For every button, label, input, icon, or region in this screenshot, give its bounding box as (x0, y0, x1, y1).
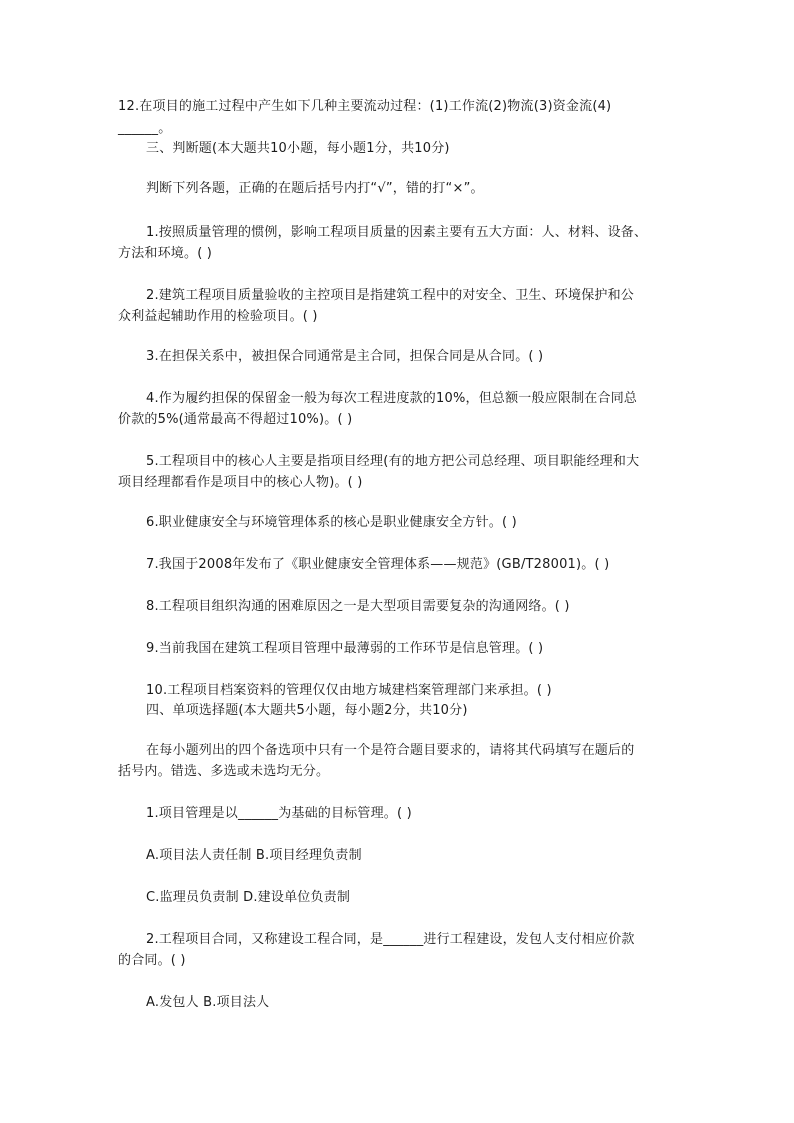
tf-question-4: 4.作为履约担保的保留金一般为每次工程进度款的10%，但总额一般应限制在合同总 (146, 391, 638, 406)
tf-question-10: 10.工程项目档案资料的管理仅仅由地方城建档案管理部门来承担。( ) (146, 683, 552, 698)
section-4-instruction-cont: 括号内。错选、多选或未选均无分。 (118, 764, 330, 779)
section-4-instruction: 在每小题列出的四个备选项中只有一个是符合题目要求的，请将其代码填写在题后的 (146, 743, 635, 758)
mc-question-1-options-cd: C.监理员负责制 D.建设单位负责制 (146, 890, 351, 905)
section-3-heading: 三、判断题(本大题共10小题，每小题1分，共10分) (146, 141, 450, 156)
mc-question-2-cont: 的合同。( ) (118, 953, 186, 968)
mc-question-2: 2.工程项目合同，又称建设工程合同，是______进行工程建设，发包人支付相应价款 (146, 932, 635, 947)
tf-question-8: 8.工程项目组织沟通的困难原因之一是大型项目需要复杂的沟通网络。( ) (146, 599, 570, 614)
tf-question-1: 1.按照质量管理的惯例，影响工程项目质量的因素主要有五大方面：人、材料、设备、 (146, 225, 648, 240)
section-4-heading: 四、单项选择题(本大题共5小题，每小题2分，共10分) (146, 703, 468, 718)
q12-blank: ______。 (118, 121, 172, 136)
tf-question-4-cont: 价款的5%(通常最高不得超过10%)。( ) (118, 412, 353, 427)
tf-question-2-cont: 众利益起辅助作用的检验项目。( ) (118, 309, 318, 324)
tf-question-5-cont: 项目经理都看作是项目中的核心人物)。( ) (118, 475, 363, 490)
tf-question-7: 7.我国于2008年发布了《职业健康安全管理体系——规范》(GB/T28001)。( ) (146, 557, 610, 572)
mc-question-1: 1.项目管理是以______为基础的目标管理。( ) (146, 806, 412, 821)
mc-question-1-options-ab: A.项目法人责任制 B.项目经理负责制 (146, 848, 362, 863)
q12-text: 12.在项目的施工过程中产生如下几种主要流动过程：(1)工作流(2)物流(3)资金流(4) (118, 99, 612, 114)
section-3-instruction: 判断下列各题，正确的在题后括号内打“√”，错的打“×”。 (146, 181, 484, 196)
tf-question-9: 9.当前我国在建筑工程项目管理中最薄弱的工作环节是信息管理。( ) (146, 641, 544, 656)
tf-question-1-cont: 方法和环境。( ) (118, 246, 213, 261)
mc-question-2-options-ab: A.发包人 B.项目法人 (146, 995, 270, 1010)
tf-question-3: 3.在担保关系中，被担保合同通常是主合同，担保合同是从合同。( ) (146, 349, 544, 364)
tf-question-6: 6.职业健康安全与环境管理体系的核心是职业健康安全方针。( ) (146, 515, 517, 530)
tf-question-2: 2.建筑工程项目质量验收的主控项目是指建筑工程中的对安全、卫生、环境保护和公 (146, 288, 635, 303)
tf-question-5: 5.工程项目中的核心人主要是指项目经理(有的地方把公司总经理、项目职能经理和大 (146, 454, 640, 469)
